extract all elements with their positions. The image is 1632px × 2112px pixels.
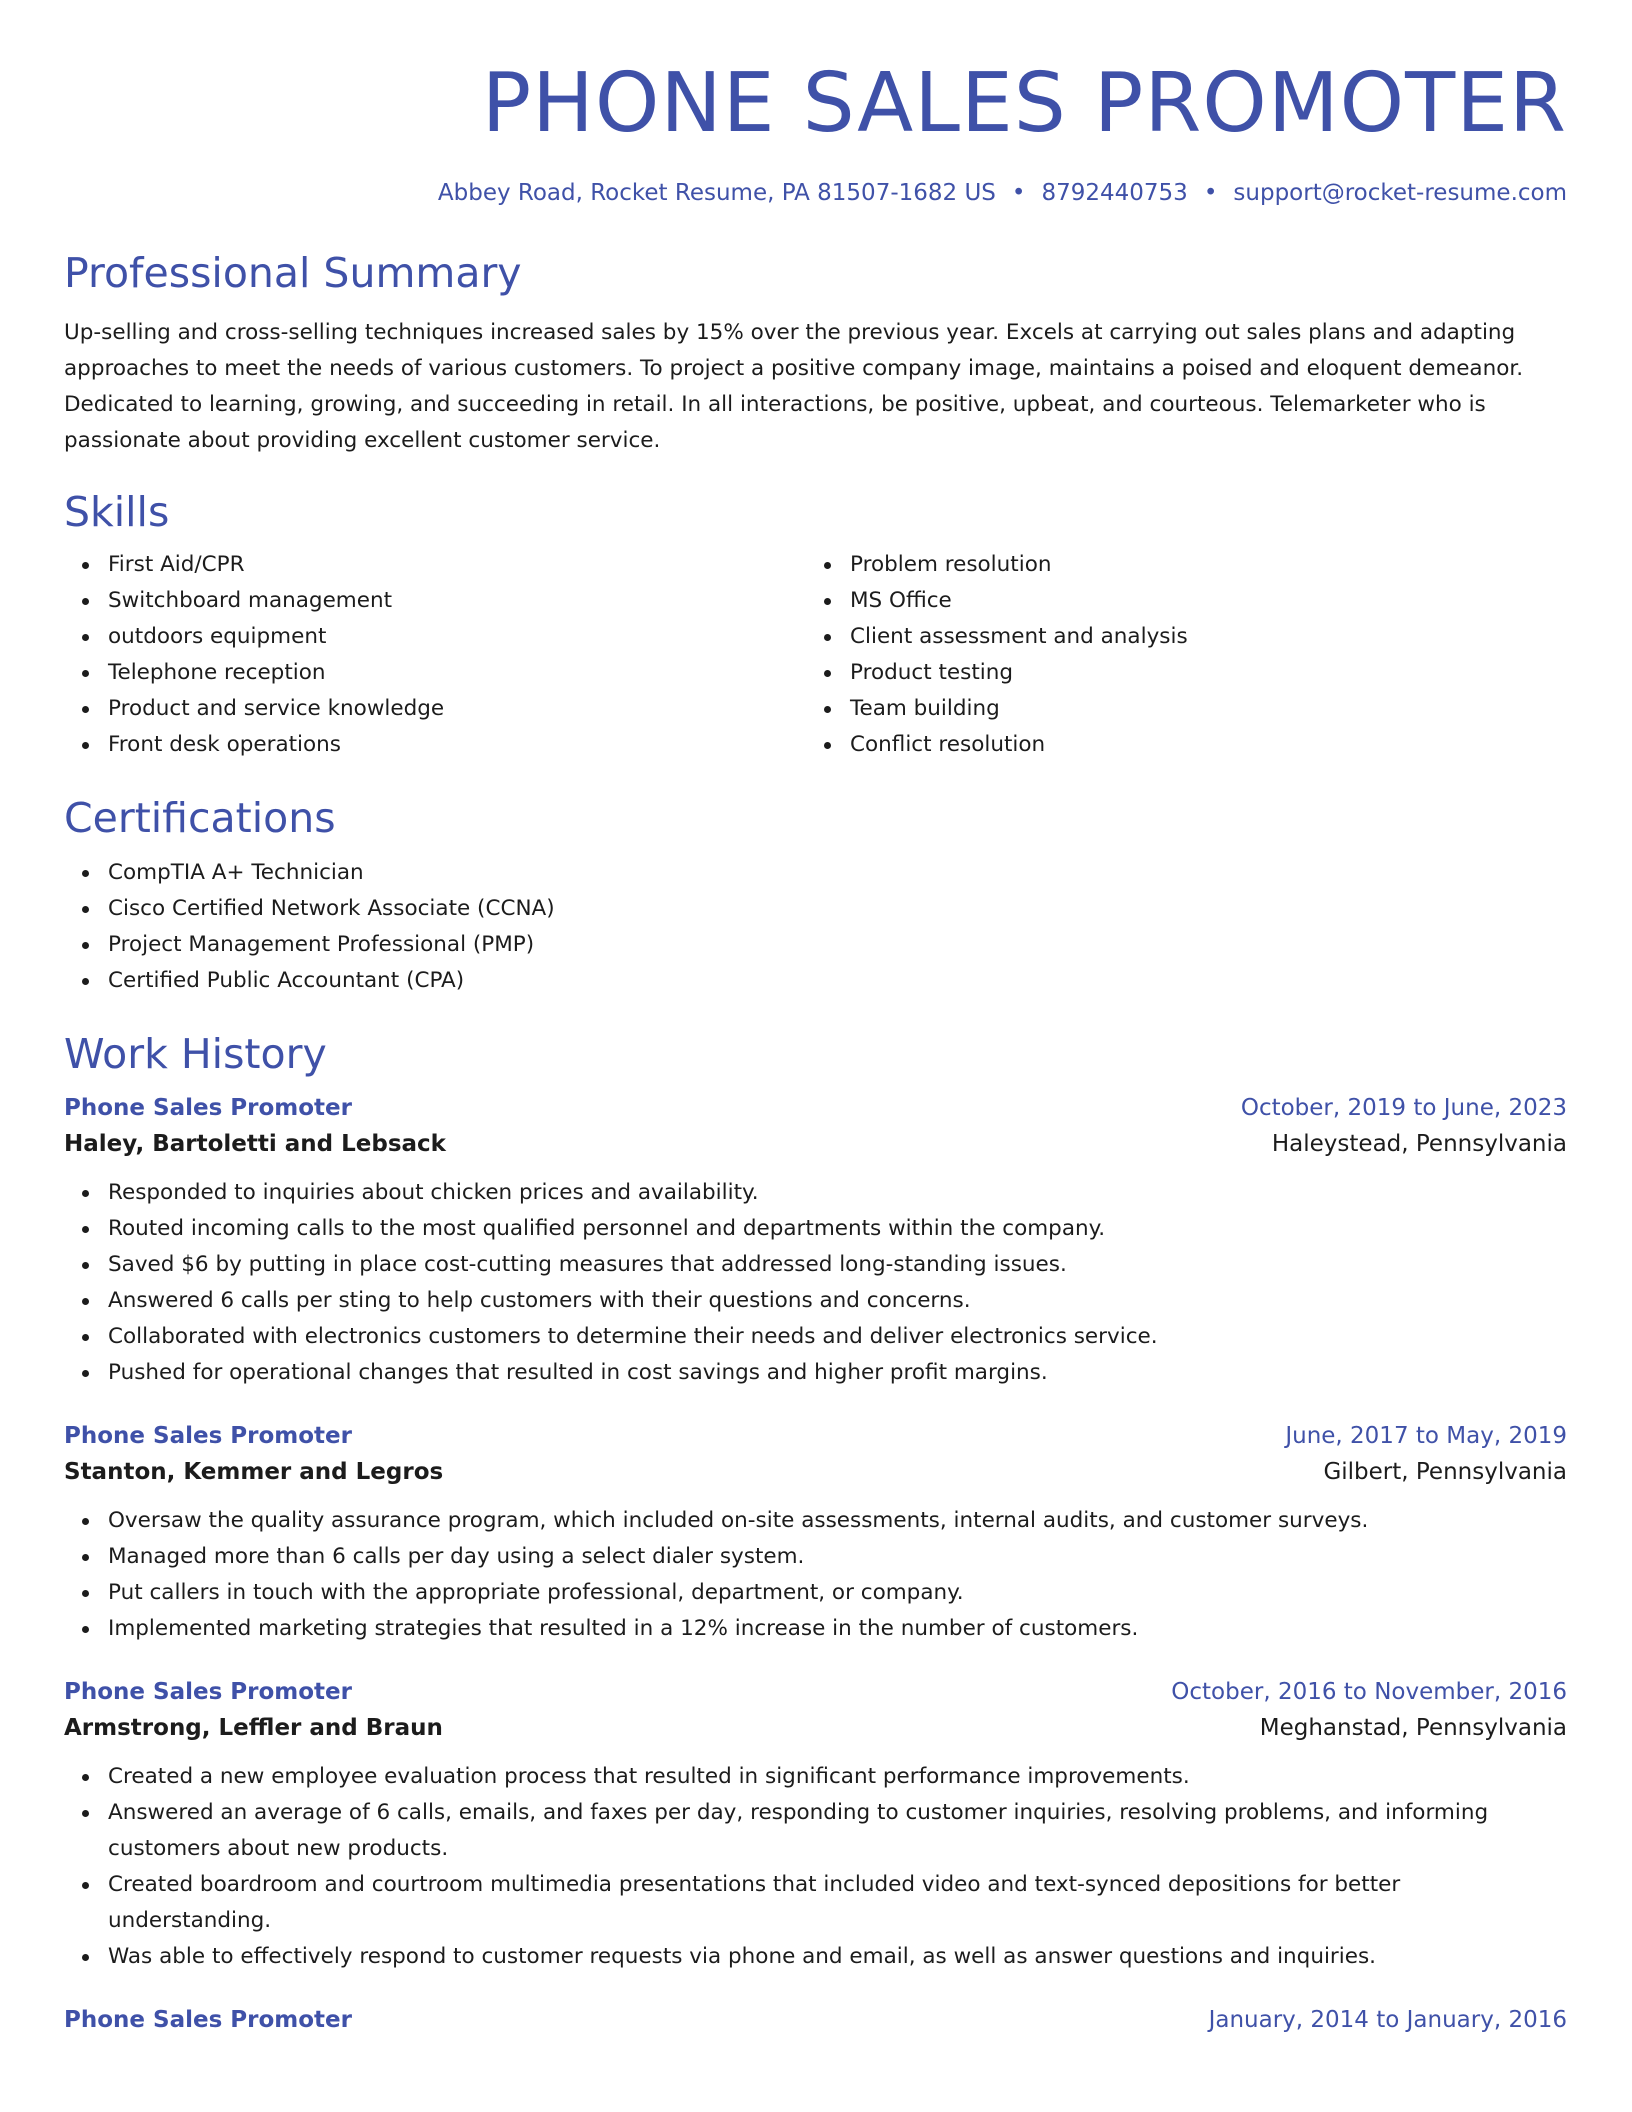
job-company: Haley, Bartoletti and Lebsack: [64, 1131, 446, 1157]
bullet-icon: [82, 906, 89, 913]
bullet-icon: [82, 1954, 89, 1961]
job-employer-row: [64, 1709, 1567, 1747]
skills-list-right: [806, 547, 1548, 763]
job-title: Phone Sales Promoter: [64, 1423, 352, 1449]
contact-address: Abbey Road, Rocket Resume, PA 81507-1682 US: [437, 180, 996, 206]
bullet-icon: [82, 1190, 89, 1197]
certifications-heading: Certifications: [64, 794, 336, 842]
job-duty: Routed incoming calls to the most qualified personnel and departments within the company.: [64, 1211, 1567, 1247]
job-location: Gilbert, Pennsylvania: [1323, 1459, 1567, 1485]
skill-item: Telephone reception: [64, 655, 806, 691]
job-entry: [64, 2003, 1567, 2037]
job-company: Armstrong, Leffler and Braun: [64, 1715, 443, 1741]
job-duty: Was able to effectively respond to customer requests via phone and email, as well as answer questions and inquiries.: [64, 1939, 1567, 1975]
contact-line: [64, 178, 1567, 208]
bullet-icon: [82, 1298, 89, 1305]
job-entry: [64, 1675, 1567, 1975]
bullet-icon: [824, 634, 831, 641]
job-employer-row: [64, 1125, 1567, 1163]
certifications-list: [64, 855, 1567, 999]
skills-heading: Skills: [64, 488, 170, 536]
bullet-icon: [82, 1882, 89, 1889]
skill-item: Product and service knowledge: [64, 691, 806, 727]
skill-item: MS Office: [806, 583, 1548, 619]
bullet-icon: [82, 1518, 89, 1525]
bullet-icon: [824, 670, 831, 677]
bullet-icon: [82, 1554, 89, 1561]
bullet-icon: [82, 1262, 89, 1269]
contact-separator: •: [1203, 180, 1218, 206]
bullet-icon: [82, 562, 89, 569]
skills-column-right: [806, 547, 1548, 763]
bullet-icon: [824, 706, 831, 713]
skill-item: Front desk operations: [64, 727, 806, 763]
bullet-icon: [82, 942, 89, 949]
skill-item: Client assessment and analysis: [806, 619, 1548, 655]
bullet-icon: [82, 1626, 89, 1633]
job-duty: Created a new employee evaluation process that resulted in significant performance improvements.: [64, 1759, 1567, 1795]
skill-item: Team building: [806, 691, 1548, 727]
skill-item: outdoors equipment: [64, 619, 806, 655]
bullet-icon: [82, 1774, 89, 1781]
job-duties-list: [64, 1175, 1567, 1391]
skill-item: Conflict resolution: [806, 727, 1548, 763]
job-duty: Answered an average of 6 calls, emails, and faxes per day, responding to customer inquiries, resolving problems, and informing customers about new products.: [64, 1795, 1567, 1867]
job-duty: Managed more than 6 calls per day using a select dialer system.: [64, 1539, 1567, 1575]
job-header-row: [64, 2003, 1567, 2037]
job-employer-row: [64, 1453, 1567, 1491]
certification-item: Project Management Professional (PMP): [64, 927, 1567, 963]
resume-page: [64, 0, 1567, 2037]
bullet-icon: [82, 1590, 89, 1597]
bullet-icon: [82, 978, 89, 985]
job-entry: [64, 1419, 1567, 1647]
job-duty: Put callers in touch with the appropriate professional, department, or company.: [64, 1575, 1567, 1611]
job-duties-list: [64, 1503, 1567, 1647]
bullet-icon: [82, 670, 89, 677]
job-duty: Implemented marketing strategies that resulted in a 12% increase in the number of customers.: [64, 1611, 1567, 1647]
job-duty: Answered 6 calls per sting to help customers with their questions and concerns.: [64, 1283, 1567, 1319]
bullet-icon: [82, 1370, 89, 1377]
job-entry: [64, 1091, 1567, 1391]
job-duty: Saved $6 by putting in place cost-cutting measures that addressed long-standing issues.: [64, 1247, 1567, 1283]
bullet-icon: [82, 1334, 89, 1341]
skills-column-left: [64, 547, 806, 763]
bullet-icon: [824, 598, 831, 605]
bullet-icon: [82, 1810, 89, 1817]
job-duty: Oversaw the quality assurance program, which included on-site assessments, internal audits, and customer surveys.: [64, 1503, 1567, 1539]
skills-grid: [64, 547, 1567, 763]
bullet-icon: [824, 742, 831, 749]
job-location: Haleystead, Pennsylvania: [1271, 1131, 1567, 1157]
job-duty: Pushed for operational changes that resulted in cost savings and higher profit margins.: [64, 1355, 1567, 1391]
summary-heading: Professional Summary: [64, 249, 522, 297]
job-header-row: [64, 1419, 1567, 1453]
contact-phone: 8792440753: [1041, 180, 1188, 206]
bullet-icon: [82, 742, 89, 749]
job-duties-list: [64, 1759, 1567, 1975]
bullet-icon: [82, 870, 89, 877]
bullet-icon: [82, 598, 89, 605]
job-duty: Collaborated with electronics customers to determine their needs and deliver electronics service.: [64, 1319, 1567, 1355]
skill-item: Switchboard management: [64, 583, 806, 619]
contact-separator: •: [1011, 180, 1026, 206]
bullet-icon: [82, 634, 89, 641]
job-dates: June, 2017 to May, 2019: [1285, 1423, 1567, 1449]
job-dates: October, 2016 to November, 2016: [1171, 1679, 1567, 1705]
certification-item: Certified Public Accountant (CPA): [64, 963, 1567, 999]
skills-list-left: [64, 547, 806, 763]
certification-item: CompTIA A+ Technician: [64, 855, 1567, 891]
job-header-row: [64, 1091, 1567, 1125]
job-dates: January, 2014 to January, 2016: [1208, 2007, 1567, 2033]
bullet-icon: [82, 1226, 89, 1233]
bullet-icon: [824, 562, 831, 569]
job-title: Phone Sales Promoter: [64, 1679, 352, 1705]
job-company: Stanton, Kemmer and Legros: [64, 1459, 444, 1485]
job-dates: October, 2019 to June, 2023: [1240, 1095, 1567, 1121]
job-header-row: [64, 1675, 1567, 1709]
summary-text: Up-selling and cross-selling techniques increased sales by 15% over the previous year. Excels at carrying out sales plans and adapting approaches to meet the needs of various customers. To project a positive company image, maintains a poised and eloquent demeanor. Dedicated to learning, growing, and succeeding in retail. In all interactions, be positive, upbeat, and courteous. Telemarketer who is passionate about providing excellent customer service.: [64, 320, 1524, 453]
certification-item: Cisco Certified Network Associate (CCNA): [64, 891, 1567, 927]
job-location: Meghanstad, Pennsylvania: [1259, 1715, 1567, 1741]
bullet-icon: [82, 706, 89, 713]
resume-title: PHONE SALES PROMOTER: [481, 56, 1567, 151]
contact-email[interactable]: support@rocket-resume.com: [1233, 180, 1567, 206]
job-duty: Created boardroom and courtroom multimedia presentations that included video and text-synced depositions for better understanding.: [64, 1867, 1567, 1939]
job-title: Phone Sales Promoter: [64, 2007, 352, 2033]
job-title: Phone Sales Promoter: [64, 1095, 352, 1121]
skill-item: First Aid/CPR: [64, 547, 806, 583]
skill-item: Problem resolution: [806, 547, 1548, 583]
job-duty: Responded to inquiries about chicken prices and availability.: [64, 1175, 1567, 1211]
work-history-heading: Work History: [64, 1030, 327, 1078]
skill-item: Product testing: [806, 655, 1548, 691]
